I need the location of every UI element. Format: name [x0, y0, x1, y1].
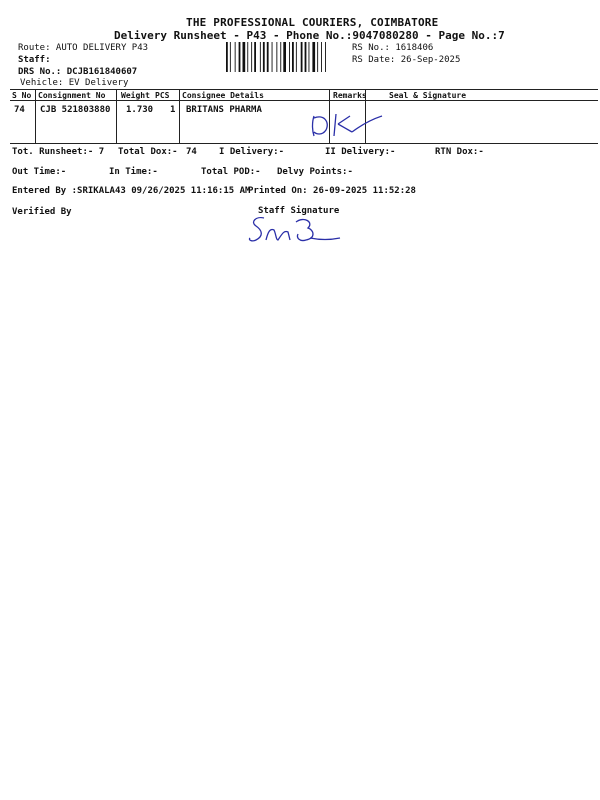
row-pcs: 1: [170, 105, 176, 115]
verified-by: Verified By: [12, 207, 72, 217]
table-top-rule: [10, 89, 598, 90]
col-sep: [179, 89, 180, 143]
row-sno: 74: [14, 105, 25, 115]
barcode-image: [226, 42, 346, 72]
runsheet-subtitle: Delivery Runsheet - P43 - Phone No.:9047080280 - Page No.:7: [114, 29, 505, 42]
i-delivery: I Delivery:-: [219, 147, 285, 157]
staff-signature-label: Staff Signature: [258, 206, 340, 216]
barcode-bar: [317, 42, 318, 72]
total-pod: Total POD:-: [201, 167, 261, 177]
total-dox-label: Total Dox:-: [118, 147, 178, 157]
col-header-seal: Seal & Signature: [389, 91, 467, 100]
rs-date: RS Date: 26-Sep-2025: [352, 55, 461, 65]
staff-label: Staff:: [18, 55, 51, 65]
barcode-bar: [276, 42, 277, 72]
barcode-bar: [263, 42, 265, 72]
barcode-bar: [325, 42, 326, 72]
barcode-bar: [260, 42, 261, 72]
barcode-bar: [321, 42, 322, 72]
barcode-bar: [296, 42, 297, 72]
col-header-consignee: Consignee Details: [182, 91, 264, 100]
drs-number: DRS No.: DCJB161840607: [18, 67, 138, 77]
vehicle-label: Vehicle: EV Delivery: [20, 78, 129, 88]
barcode-bar: [283, 42, 286, 72]
col-header-weight: Weight: [121, 91, 150, 100]
col-header-consignment: Consignment No: [38, 91, 106, 100]
barcode-bar: [267, 42, 269, 72]
barcode-bar: [312, 42, 315, 72]
barcode-bar: [254, 42, 256, 72]
delvy-points: Delvy Points:-: [277, 167, 353, 177]
row-consignee: BRITANS PHARMA: [186, 105, 262, 115]
in-time: In Time:-: [109, 167, 158, 177]
barcode-bar: [292, 42, 294, 72]
staff-signature-image: [244, 212, 344, 246]
barcode-bar: [309, 42, 310, 72]
printed-on: Printed On: 26-09-2025 11:52:28: [248, 186, 416, 196]
row-weight: 1.730: [126, 105, 154, 115]
barcode-bar: [239, 42, 241, 72]
barcode-bar: [289, 42, 290, 72]
barcode-bar: [251, 42, 252, 72]
total-dox-value: 74: [186, 147, 197, 157]
col-header-sno: S No: [12, 91, 32, 100]
tot-runsheet: Tot. Runsheet:- 7: [12, 147, 105, 157]
rs-number: RS No.: 1618406: [352, 43, 434, 53]
ii-delivery: II Delivery:-: [325, 147, 396, 157]
barcode-bar: [305, 42, 307, 72]
col-header-pcs: PCS: [155, 91, 170, 100]
barcode-bar: [226, 42, 228, 72]
entered-by: Entered By :SRIKALA43 09/26/2025 11:16:15 AM: [12, 186, 251, 196]
table-header-rule: [10, 100, 598, 101]
route-label: Route: AUTO DELIVERY P43: [18, 43, 149, 53]
barcode-bar: [230, 42, 231, 72]
barcode-bar: [247, 42, 248, 72]
row-consignment: CJB 521803880: [40, 105, 111, 115]
barcode-bar: [301, 42, 303, 72]
col-sep: [116, 89, 117, 143]
barcode-bar: [280, 42, 281, 72]
barcode-bar: [235, 42, 236, 72]
rtn-dox: RTN Dox:-: [435, 147, 484, 157]
handwritten-mark: [300, 104, 390, 144]
barcode-bar: [272, 42, 273, 72]
col-header-remarks: Remarks: [333, 91, 367, 100]
out-time: Out Time:-: [12, 167, 67, 177]
company-title: THE PROFESSIONAL COURIERS, COIMBATORE: [186, 16, 439, 29]
col-sep: [35, 89, 36, 143]
barcode-bar: [243, 42, 246, 72]
